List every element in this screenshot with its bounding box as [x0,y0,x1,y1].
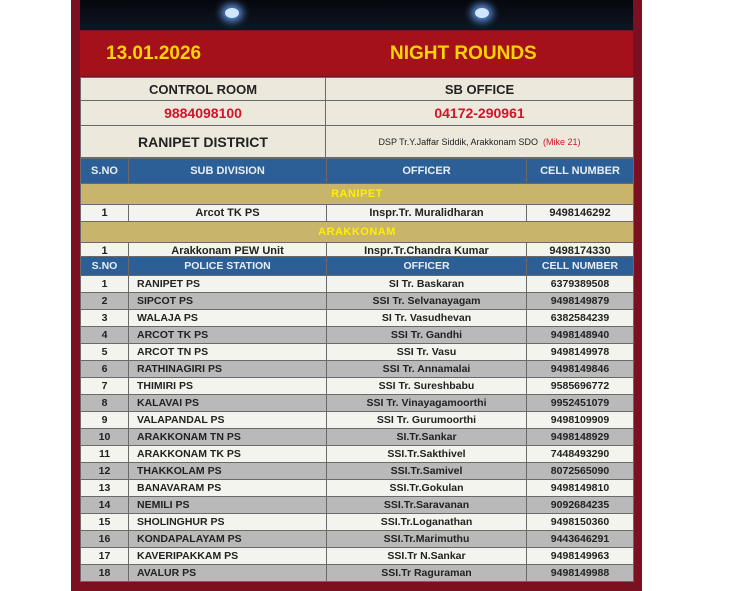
serial-number: 7 [81,378,129,395]
cell-number: 6379389508 [527,276,634,293]
serial-number: 5 [81,344,129,361]
table-row [81,463,634,480]
cell-number: 8072565090 [527,463,634,480]
page-title: NIGHT ROUNDS [390,43,537,64]
cell-number: 9498148929 [527,429,634,446]
serial-number: 1 [81,205,129,222]
table-row [81,412,634,429]
table-row [81,327,634,344]
officer-name: SSI.Tr Raguraman [327,565,527,582]
police-station-name: VALAPANDAL PS [129,412,327,429]
table-row [81,395,634,412]
police-station-name: KAVERIPAKKAM PS [129,548,327,565]
cell-number: 9443646291 [527,531,634,548]
cell-number: 9585696772 [527,378,634,395]
police-station-name: SIPCOT PS [129,293,327,310]
police-station-name: ARAKKONAM TN PS [129,429,327,446]
serial-number: 10 [81,429,129,446]
serial-number: 13 [81,480,129,497]
column-header: CELL NUMBER [527,159,634,184]
police-station-name: ARAKKONAM TK PS [129,446,327,463]
officer-name: SSI Tr. Vinayagamoorthi [327,395,527,412]
officer-name: SSI.Tr.Saravanan [327,497,527,514]
table-row [81,548,634,565]
serial-number: 12 [81,463,129,480]
table-row [81,205,634,222]
officer-name: SSI Tr. Annamalai [327,361,527,378]
serial-number: 8 [81,395,129,412]
cell-number: 9498149879 [527,293,634,310]
police-station-table [80,256,634,582]
serial-number: 16 [81,531,129,548]
cell-number: 9498149810 [527,480,634,497]
police-station-name: WALAJA PS [129,310,327,327]
table-row [81,310,634,327]
cell-number: 9498109909 [527,412,634,429]
police-station-name: THAKKOLAM PS [129,463,327,480]
district-name: RANIPET DISTRICT [81,126,326,158]
serial-number: 6 [81,361,129,378]
police-station-name: RATHINAGIRI PS [129,361,327,378]
section-title: RANIPET [81,184,634,205]
control-room-number: 9884098100 [81,101,326,126]
officer-name: SI Tr. Vasudhevan [327,310,527,327]
officer-name: SSI.Tr.Gokulan [327,480,527,497]
police-station-name: THIMIRI PS [129,378,327,395]
police-station-name: SHOLINGHUR PS [129,514,327,531]
officer-name: SSI.Tr.Sakthivel [327,446,527,463]
contact-info-table [80,77,634,158]
column-header: S.NO [81,159,129,184]
cell-number: 9952451079 [527,395,634,412]
officer-name: SSI.Tr N.Sankar [327,548,527,565]
section-band [81,222,634,243]
officer-name: Inspr.Tr. Muralidharan [327,205,527,222]
police-station-name: BANAVARAM PS [129,480,327,497]
serial-number: 11 [81,446,129,463]
column-header: OFFICER [327,257,527,276]
headlight-right [475,8,489,18]
officer-name: Inspr.Tr.Chandra Kumar [327,243,527,260]
column-header: CELL NUMBER [527,257,634,276]
police-station-name: ARCOT TN PS [129,344,327,361]
table-header-row [81,159,634,184]
table-header-row [81,257,634,276]
table-row [81,514,634,531]
column-header: POLICE STATION [129,257,327,276]
police-station-name: RANIPET PS [129,276,327,293]
officer-name: SSI.Tr.Samivel [327,463,527,480]
table-row [81,361,634,378]
dsp-text: DSP Tr.Y.Jaffar Siddik, Arakkonam SDO [378,136,539,147]
cell-number: 9498148940 [527,327,634,344]
sub-division-name: Arcot TK PS [129,205,327,222]
table-row [81,531,634,548]
serial-number: 14 [81,497,129,514]
serial-number: 4 [81,327,129,344]
header-banner-image [80,0,633,30]
police-station-name: AVALUR PS [129,565,327,582]
police-station-name: NEMILI PS [129,497,327,514]
cell-number: 9498150360 [527,514,634,531]
control-room-label: CONTROL ROOM [81,78,326,101]
officer-name: SI Tr. Baskaran [327,276,527,293]
dsp-callsign: (Mike 21) [543,136,581,147]
police-station-name: KALAVAI PS [129,395,327,412]
headlight-left [225,8,239,18]
cell-number: 9498149963 [527,548,634,565]
police-station-name: KONDAPALAYAM PS [129,531,327,548]
cell-number: 9498149978 [527,344,634,361]
officer-name: SSI Tr. Gandhi [327,327,527,344]
serial-number: 2 [81,293,129,310]
roster-date: 13.01.2026 [106,43,202,64]
sub-division-name: Arakkonam PEW Unit [129,243,327,260]
column-header: OFFICER [327,159,527,184]
cell-number: 9498149988 [527,565,634,582]
table-row [81,480,634,497]
serial-number: 18 [81,565,129,582]
table-row [81,429,634,446]
officer-name: SSI Tr. Selvanayagam [327,293,527,310]
table-row [81,344,634,361]
cell-number: 9498149846 [527,361,634,378]
cell-number: 7448493290 [527,446,634,463]
sub-division-table [80,158,634,260]
sb-office-label: SB OFFICE [326,78,634,101]
sb-office-number: 04172-290961 [326,101,634,126]
officer-name: SSI Tr. Gurumoorthi [327,412,527,429]
cell-number: 9498146292 [527,205,634,222]
serial-number: 15 [81,514,129,531]
section-title: ARAKKONAM [81,222,634,243]
officer-name: SI.Tr.Sankar [327,429,527,446]
officer-name: SSI.Tr.Marimuthu [327,531,527,548]
police-station-name: ARCOT TK PS [129,327,327,344]
column-header: S.NO [81,257,129,276]
dsp-info [326,126,634,158]
serial-number: 3 [81,310,129,327]
table-row [81,293,634,310]
cell-number: 6382584239 [527,310,634,327]
officer-name: SSI Tr. Vasu [327,344,527,361]
cell-number: 9498174330 [527,243,634,260]
table-row [81,276,634,293]
column-header: SUB DIVISION [129,159,327,184]
table-row [81,565,634,582]
section-band [81,184,634,205]
cell-number: 9092684235 [527,497,634,514]
serial-number: 1 [81,276,129,293]
table-row [81,497,634,514]
officer-name: SSI.Tr.Loganathan [327,514,527,531]
table-row [81,378,634,395]
officer-name: SSI Tr. Sureshbabu [327,378,527,395]
serial-number: 17 [81,548,129,565]
serial-number: 1 [81,243,129,260]
table-row [81,446,634,463]
serial-number: 9 [81,412,129,429]
